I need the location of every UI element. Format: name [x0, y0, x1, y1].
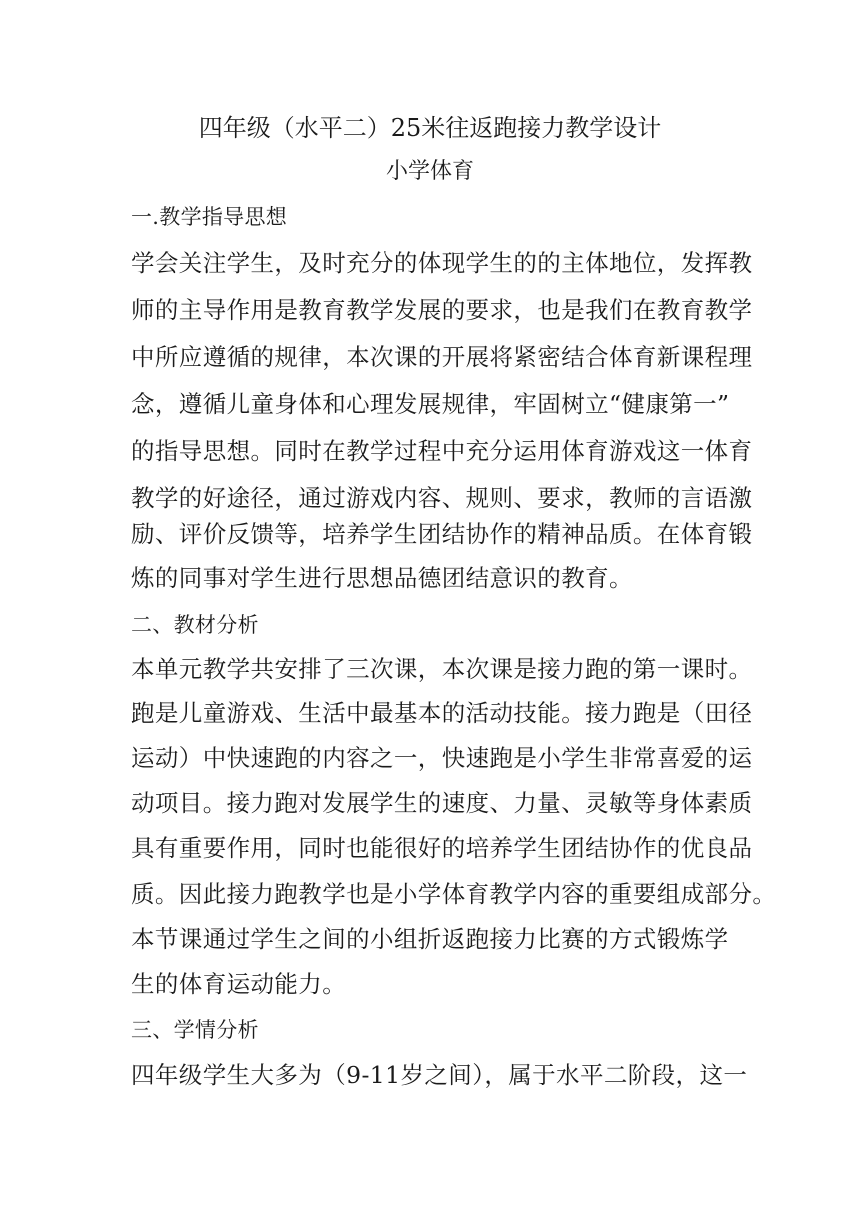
paragraph-line: 生的体育运动能力。 [131, 970, 347, 998]
document-subtitle: 小学体育 [385, 159, 474, 184]
paragraph-line: 本节课通过学生之间的小组折返跑接力比赛的方式锻炼学 [131, 925, 729, 953]
paragraph-line: 励、评价反馈等，培养学生团结协作的精神品质。在体育锻 [131, 520, 753, 548]
paragraph-line: 炼的同事对学生进行思想品德团结意识的教育。 [131, 564, 633, 592]
paragraph-line: 教学的好途径，通过游戏内容、规则、要求，教师的言语激 [131, 484, 753, 512]
section-heading-guiding-thought: 一.教学指导思想 [131, 205, 288, 229]
paragraph-line: 具有重要作用，同时也能很好的培养学生团结协作的优良品 [131, 834, 753, 862]
document-title: 四年级（水平二）25米往返跑接力教学设计 [198, 114, 662, 142]
paragraph-line: 运动）中快速跑的内容之一，快速跑是小学生非常喜爱的运 [131, 744, 753, 772]
paragraph-line: 质。因此接力跑教学也是小学体育教学内容的重要组成部分。 [131, 880, 777, 908]
section-heading-materials: 二、教材分析 [131, 613, 259, 637]
paragraph-line: 本单元教学共安排了三次课，本次课是接力跑的第一课时。 [131, 655, 753, 683]
paragraph-line: 念，遵循儿童身体和心理发展规律，牢固树立“健康第一” [131, 390, 730, 418]
paragraph-line: 四年级学生大多为（9-11岁之间），属于水平二阶段，这一 [131, 1061, 748, 1089]
paragraph-line: 学会关注学生，及时充分的体现学生的的主体地位，发挥教 [131, 249, 753, 277]
paragraph-line: 师的主导作用是教育教学发展的要求，也是我们在教育教学 [131, 296, 753, 324]
paragraph-line: 跑是儿童游戏、生活中最基本的活动技能。接力跑是（田径 [131, 699, 753, 727]
section-heading-learner-analysis: 三、学情分析 [131, 1018, 259, 1042]
paragraph-line: 的指导思想。同时在教学过程中充分运用体育游戏这一体育 [131, 437, 753, 465]
paragraph-line: 动项目。接力跑对发展学生的速度、力量、灵敏等身体素质 [131, 789, 753, 817]
paragraph-line: 中所应遵循的规律，本次课的开展将紧密结合体育新课程理 [131, 343, 753, 371]
